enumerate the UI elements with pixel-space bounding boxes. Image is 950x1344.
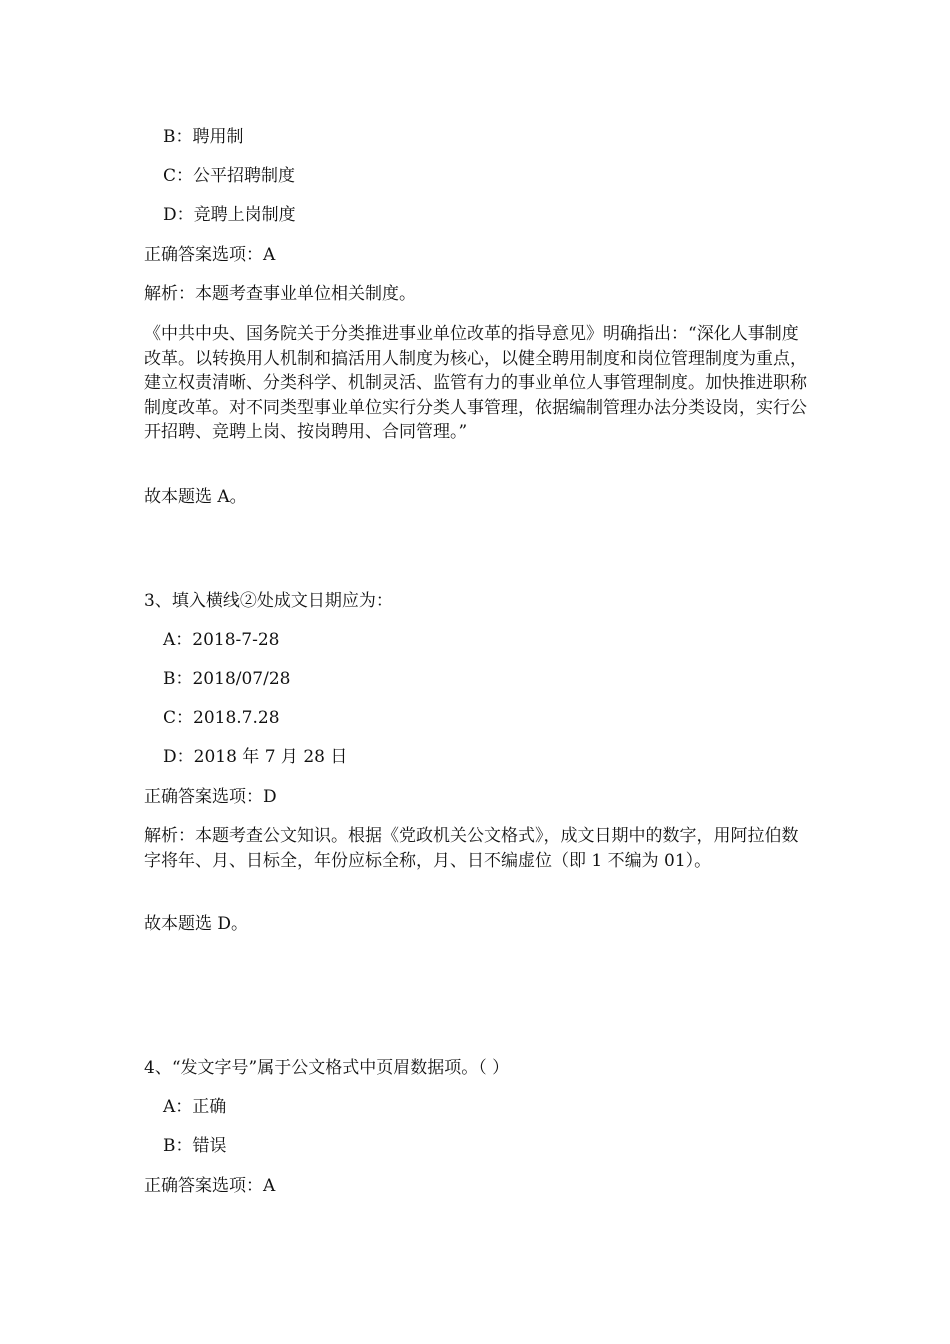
q3-analysis: 解析：本题考查公文知识。根据《党政机关公文格式》，成文日期中的数字，用阿拉伯数字将年、月、日标全，年份应标全称，月、日不编虚位（即 1 不编为 01）。 — [144, 826, 799, 871]
q2-answer: 正确答案选项：A — [144, 245, 276, 265]
q4-option-a: A：正确 — [163, 1097, 227, 1117]
q3-option-c: C：2018.7.28 — [163, 708, 280, 728]
q3-answer: 正确答案选项：D — [144, 787, 277, 807]
q2-analysis-title: 解析：本题考查事业单位相关制度。 — [144, 284, 416, 304]
q2-conclusion: 故本题选 A。 — [144, 487, 247, 507]
q4-answer: 正确答案选项：A — [144, 1176, 276, 1196]
q2-option-d: D：竞聘上岗制度 — [163, 205, 296, 225]
q4-option-b: B：错误 — [163, 1136, 227, 1156]
q4-stem: 4、“发文字号”属于公文格式中页眉数据项。（ ） — [144, 1058, 510, 1078]
q2-analysis-body: 《中共中央、国务院关于分类推进事业单位改革的指导意见》明确指出：“深化人事制度改革。以转换用人机制和搞活用人制度为核心，以健全聘用制度和岗位管理制度为重点，建立权责清晰、分类科学、机制灵活、监管有力的事业单位人事管理制度。加快推进职称制度改革。对不同类型事业单位实行分类人事管理，依据编制管理办法分类设岗，实行公开招聘、竞聘上岗、按岗聘用、合同管理。” — [144, 324, 807, 442]
q3-option-d: D：2018 年 7 月 28 日 — [163, 747, 348, 767]
q3-conclusion: 故本题选 D。 — [144, 914, 249, 934]
q3-option-b: B：2018/07/28 — [163, 669, 291, 689]
q3-option-a: A：2018-7-28 — [163, 630, 280, 650]
q2-option-b: B：聘用制 — [163, 127, 244, 147]
q3-stem: 3、填入横线②处成文日期应为： — [144, 591, 393, 611]
q2-option-c: C：公平招聘制度 — [163, 166, 296, 186]
